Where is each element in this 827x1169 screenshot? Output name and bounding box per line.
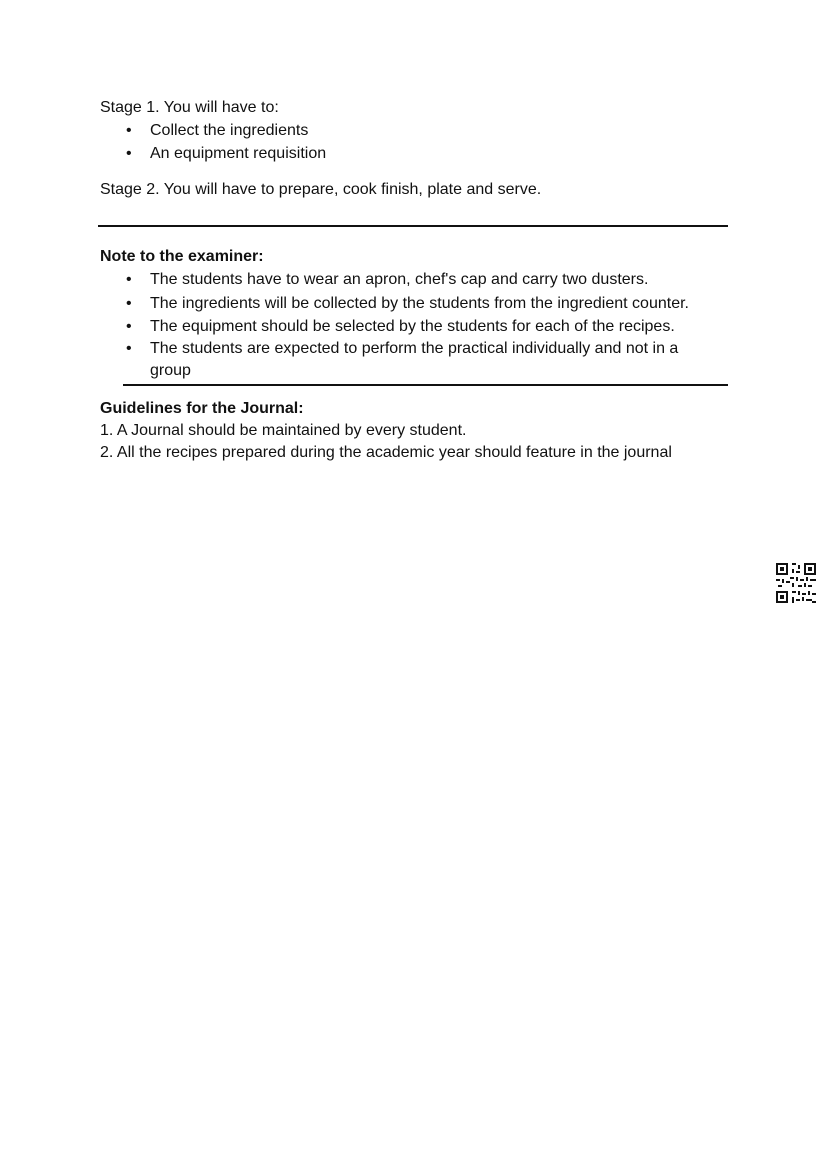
qr-code-icon (776, 563, 816, 603)
section-divider-bottom (123, 384, 728, 386)
stage2-text: Stage 2. You will have to prepare, cook finish, plate and serve. (100, 181, 542, 198)
examiner-note-heading: Note to the examiner: (100, 248, 264, 265)
section-divider-top (98, 225, 728, 227)
bullet-icon: • (126, 340, 132, 357)
bullet-icon: • (126, 318, 132, 335)
journal-item-2: 2. All the recipes prepared during the academic year should feature in the journal (100, 444, 672, 461)
journal-item-1: 1. A Journal should be maintained by every student. (100, 422, 467, 439)
journal-heading: Guidelines for the Journal: (100, 400, 304, 417)
bullet-icon: • (126, 271, 132, 288)
bullet-icon: • (126, 122, 132, 139)
bullet-icon: • (126, 145, 132, 162)
stage1-intro: Stage 1. You will have to: (100, 99, 279, 116)
bullet-icon: • (126, 295, 132, 312)
document-page: Stage 1. You will have to: • Collect the ingredients • An equipment requisition Stage 2. You will have to prepare, cook finish, plate and serve. Note to the examiner: • The students have to wear an apron, chef's cap and carry two dusters. • The ingredients will be collected by the students from the ingredient counter. • The equipment should be selected by the students for each of the recipes. • The students are expected to perform the practical individually and not in a group Guidelines for the Journal: 1. A Journal should be maintained by every student. 2. All the recipes prepared during the academic year should feature in the journal (0, 0, 827, 1169)
